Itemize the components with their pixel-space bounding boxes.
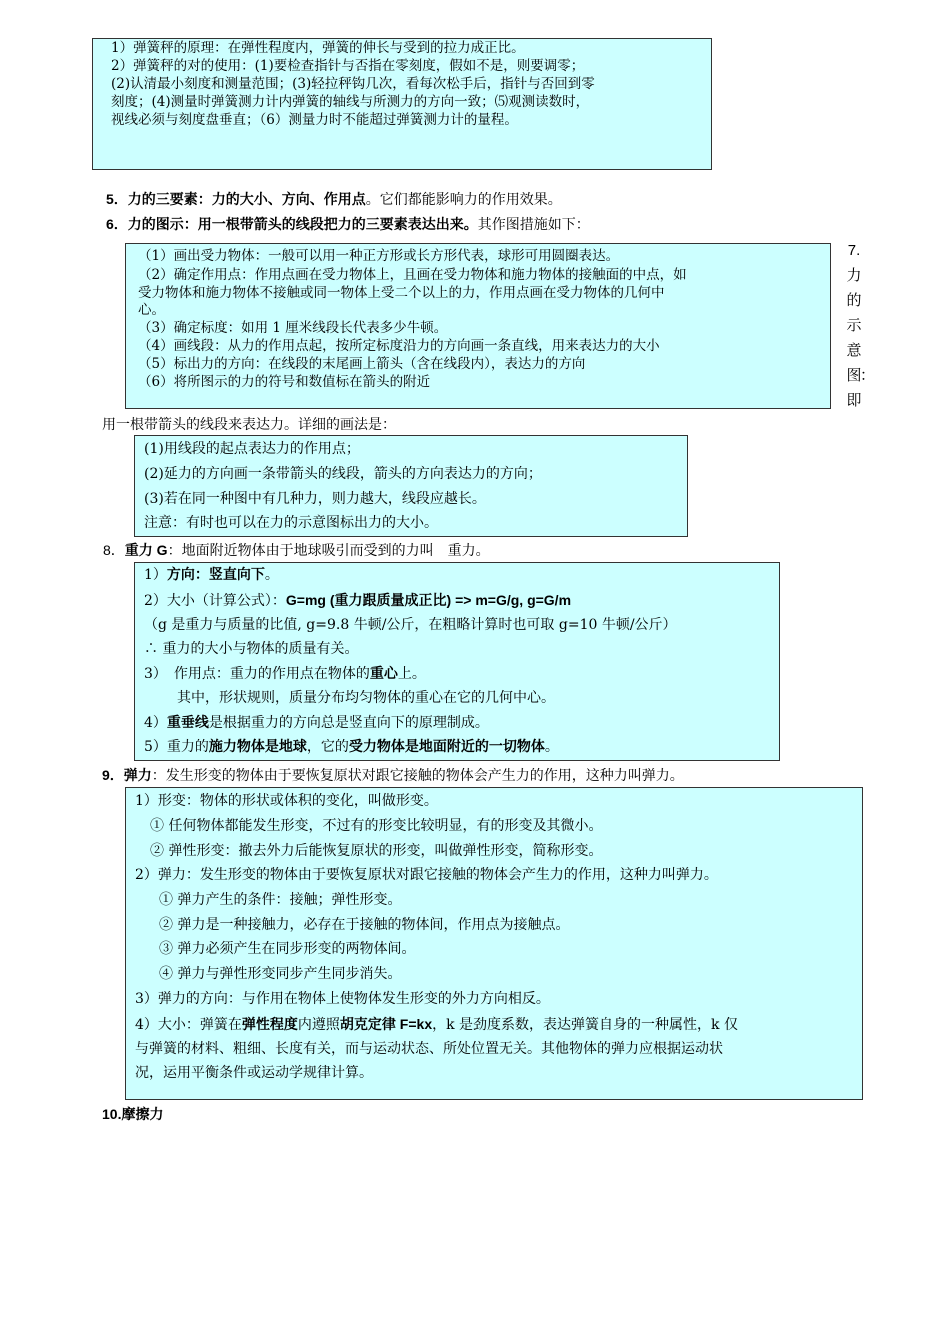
- item-9-heading: [102, 765, 684, 785]
- text-span: 。: [264, 567, 279, 583]
- gravity-application-point: [144, 666, 426, 683]
- text-span: 4）大小：弹簧在: [135, 1017, 242, 1033]
- vertical-char: 意: [846, 341, 862, 359]
- box1-line: 2）弹簧秤的对的使用：(1)要检查指针与否指在零刻度，假如不是，则要调零；: [111, 58, 585, 74]
- plumb-line: [144, 715, 489, 732]
- force-diagram-steps-box: [125, 243, 831, 409]
- gravity-source: [144, 739, 559, 756]
- item-8-bold: 重力 G: [124, 542, 168, 558]
- box1-line: 视线必须与刻度盘垂直；（6）测量力时不能超过弹簧测力计的量程。: [111, 112, 518, 128]
- item-5-text: 。它们都能影响力的作用效果。: [365, 192, 562, 208]
- formula-bold: 胡克定律 F=kx: [339, 1016, 433, 1032]
- item-5-heading: [106, 189, 562, 209]
- text-span: 是根据重力的方向总是竖直向下的原理制成。: [208, 715, 489, 731]
- item-9-bold: 弹力: [123, 767, 152, 783]
- item-number: 6．: [106, 216, 128, 232]
- item-7-continuation: 用一根带箭头的线段来表达力。详细的画法是：: [102, 417, 396, 433]
- text-span: ，k 是劲度系数，表达弹簧自身的一种属性，k 仅: [432, 1017, 738, 1033]
- vertical-char: 的: [846, 291, 862, 309]
- text-span: ，它的: [306, 739, 349, 755]
- gravity-direction: [144, 567, 279, 584]
- box5-line: ① 任何物体都能发生形变，不过有的形变比较明显，有的形变及其微小。: [150, 818, 603, 834]
- text-span: 内遵照: [297, 1017, 340, 1033]
- text-span: 5）重力的: [144, 739, 209, 755]
- box2-line: （6）将所图示的力的符号和数值标在箭头的附近: [138, 374, 431, 390]
- item-6-text: 其作图措施如下：: [477, 217, 590, 233]
- gravity-ratio: （g 是重力与质量的比值, g=9.8 牛顿/公斤，在粗略计算时也可取 g=10 牛顿/公斤）: [144, 617, 677, 633]
- vertical-char: 力: [846, 266, 862, 284]
- formula-bold: G=mg (重力跟质量成正比) => m=G/g, g=G/m: [285, 592, 572, 608]
- item-7-number: 7.: [847, 242, 861, 259]
- gravity-box: [134, 562, 780, 761]
- item-5-bold: 力的三要素：力的大小、方向、作用点: [127, 191, 366, 207]
- box3-line: 注意：有时也可以在力的示意图标出力的大小。: [144, 515, 438, 531]
- box2-line: （5）标出力的方向：在线段的末尾画上箭头（含在线段内），表达力的方向: [138, 356, 586, 372]
- box2-line: 心。: [138, 302, 165, 318]
- item-7-vertical-heading: [844, 238, 876, 413]
- item-8-heading: [103, 540, 490, 560]
- box3-line: (1)用线段的起点表达力的作用点；: [144, 441, 360, 457]
- item-10-heading: 10.摩擦力: [102, 1106, 164, 1122]
- box2-line: （4）画线段：从力的作用点起，按所定标度沿力的方向画一条直线，用来表达力的大小: [138, 338, 660, 354]
- box1-line: 1）弹簧秤的原理：在弹性程度内，弹簧的伸长与受到的拉力成正比。: [111, 40, 525, 56]
- vertical-char-text: 图: [846, 366, 862, 384]
- vertical-colon: ：: [860, 366, 876, 384]
- text-bold: 重心: [369, 666, 398, 682]
- text-span: 1）: [144, 567, 167, 583]
- box5-line: 况，运用平衡条件或运动学规律计算。: [135, 1065, 373, 1081]
- box5-line: ② 弹力是一种接触力，必存在于接触的物体间，作用点为接触点。: [159, 917, 570, 933]
- box2-line: 受力物体和施力物体不接触或同一物体上受二个以上的力，作用点画在受力物体的几何中: [138, 285, 665, 301]
- box5-line: 与弹簧的材料、粗细、长度有关，而与运动状态、所处位置无关。其他物体的弹力应根据运动状: [135, 1041, 723, 1057]
- gravity-formula: [144, 592, 571, 610]
- text-bold: 受力物体是地面附近的一切物体: [348, 739, 545, 755]
- hooke-law-line: [135, 1016, 738, 1034]
- sketch-method-box: [134, 435, 688, 537]
- item-number: 9．: [102, 767, 124, 783]
- box3-line: (3)若在同一种图中有几种力，则力越大，线段应越长。: [144, 491, 486, 507]
- vertical-char: 示: [846, 316, 862, 334]
- text-span: 4）: [144, 715, 167, 731]
- box5-line: ④ 弹力与弹性形变同步产生同步消失。: [159, 966, 402, 982]
- spring-scale-box: [92, 38, 712, 170]
- text-bold: 弹性程度: [241, 1017, 298, 1033]
- item-8-text: ：地面附近物体由于地球吸引而受到的力叫 重力。: [167, 543, 490, 559]
- text-span: 2）大小（计算公式）：: [144, 593, 286, 609]
- text-bold: 方向：竖直向下: [166, 567, 265, 583]
- vertical-char: 即: [846, 391, 862, 409]
- box2-line: （3）确定标度：如用 1 厘米线段长代表多少牛顿。: [138, 320, 448, 336]
- text-span: 上。: [397, 666, 426, 682]
- box5-line: ③ 弹力必须产生在同步形变的两物体间。: [159, 941, 416, 957]
- box3-line: (2)延力的方向画一条带箭头的线段，箭头的方向表达力的方向；: [144, 466, 542, 482]
- text-bold: 施力物体是地球: [208, 739, 307, 755]
- item-number: 8．: [103, 542, 125, 558]
- text-span: 3） 作用点：重力的作用点在物体的: [144, 666, 370, 682]
- box5-line: ② 弹性形变：撤去外力后能恢复原状的形变，叫做弹性形变，简称形变。: [150, 843, 603, 859]
- item-9-text: ：发生形变的物体由于要恢复原状对跟它接触的物体会产生力的作用，这种力叫弹力。: [151, 768, 684, 784]
- gravity-center-note: 其中，形状规则，质量分布均匀物体的重心在它的几何中心。: [177, 690, 555, 706]
- gravity-mass-relation: ∴ 重力的大小与物体的质量有关。: [144, 641, 359, 657]
- box2-line: （1）画出受力物体：一般可以用一种正方形或长方形代表，球形可用圆圈表达。: [138, 248, 620, 264]
- vertical-char: [844, 363, 876, 388]
- box5-line: 3）弹力的方向：与作用在物体上使物体发生形变的外力方向相反。: [135, 991, 550, 1007]
- item-number: 5．: [106, 191, 128, 207]
- box5-line: 2）弹力：发生形变的物体由于要恢复原状对跟它接触的物体会产生力的作用，这种力叫弹力。: [135, 867, 718, 883]
- text-bold: 重垂线: [166, 715, 209, 731]
- text-span: 。: [544, 739, 559, 755]
- box1-line: 刻度；(4)测量时弹簧测力计内弹簧的轴线与所测力的方向一致；⑸观测读数时，: [111, 94, 590, 110]
- item-6-heading: [106, 214, 590, 234]
- box1-line: (2)认清最小刻度和测量范围；(3)轻拉秤钩几次，看每次松手后，指针与否回到零: [111, 76, 595, 92]
- item-6-bold: 力的图示：用一根带箭头的线段把力的三要素表达出来。: [127, 216, 478, 232]
- box5-line: ① 弹力产生的条件：接触；弹性形变。: [159, 892, 402, 908]
- box5-line: 1）形变：物体的形状或体积的变化，叫做形变。: [135, 793, 438, 809]
- box2-line: （2）确定作用点：作用点画在受力物体上，且画在受力物体和施力物体的接触面的中点，如: [138, 267, 687, 283]
- elastic-force-box: [125, 787, 863, 1100]
